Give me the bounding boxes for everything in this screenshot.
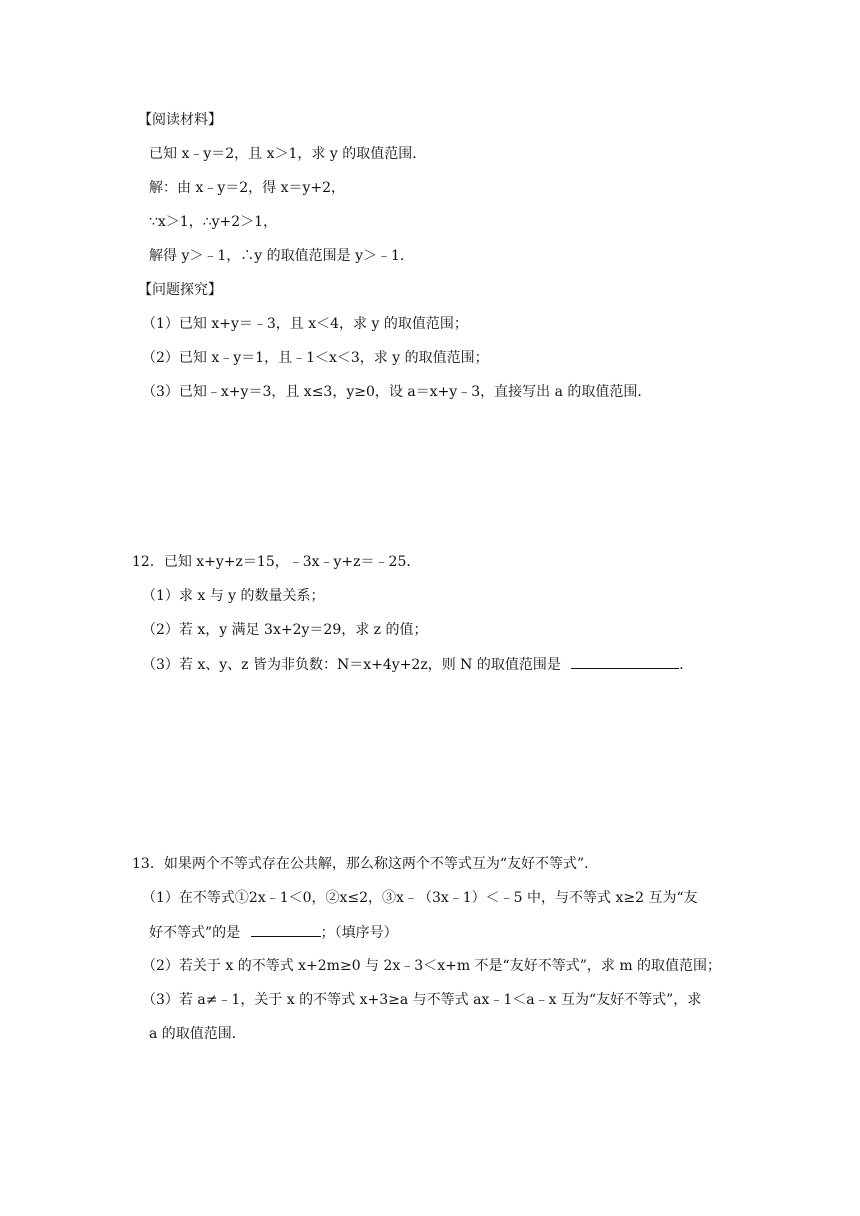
explore-question-3: （3）已知﹣x+y＝3，且 x≤3，y≥0，设 a＝x+y﹣3，直接写出 a 的取值范围．	[142, 384, 652, 400]
explore-question-1: （1）已知 x+y＝﹣3，且 x＜4，求 y 的取值范围；	[142, 316, 468, 332]
problem-12-question-3-end: ．	[679, 657, 694, 673]
explore-heading: 【问题探究】	[138, 282, 222, 298]
problem-13-question-3-line-2: a 的取值范围．	[149, 1026, 246, 1042]
reading-heading: 【阅读材料】	[138, 112, 222, 128]
answer-blank	[251, 922, 321, 937]
problem-13-question-1-end: ；（填序号）	[320, 925, 398, 941]
problem-13-question-1-line-1: （1）在不等式①2x﹣1＜0，②x≤2，③x﹣（3x﹣1）＜﹣5 中，与不等式 x≥2 互为“友	[142, 890, 698, 906]
problem-13-question-3-line-1: （3）若 a≠﹣1，关于 x 的不等式 x+3≥a 与不等式 ax﹣1＜a﹣x 互为“友好不等式”，求	[142, 992, 702, 1008]
reading-line-1: 已知 x﹣y＝2，且 x＞1，求 y 的取值范围．	[149, 146, 427, 162]
reading-line-3: ∵x＞1，∴y+2＞1，	[149, 214, 278, 230]
problem-12-question-1: （1）求 x 与 y 的数量关系；	[142, 588, 325, 604]
reading-line-2: 解：由 x﹣y＝2，得 x＝y+2，	[149, 180, 346, 196]
problem-13-question-2: （2）若关于 x 的不等式 x+2m≥0 与 2x﹣3＜x+m 不是“友好不等式”，求 m 的取值范围；	[142, 958, 722, 974]
problem-13-question-1-line-2	[149, 922, 398, 943]
problem-12-question-3	[142, 654, 693, 675]
problem-12-stem: 12．已知 x+y+z＝15，﹣3x﹣y+z＝﹣25．	[132, 554, 421, 570]
problem-13-question-1-text: 好不等式”的是	[149, 925, 241, 941]
answer-blank	[571, 654, 679, 669]
problem-13-stem: 13．如果两个不等式存在公共解，那么称这两个不等式互为“友好不等式”．	[132, 856, 599, 872]
reading-line-4: 解得 y＞﹣1，∴y 的取值范围是 y＞﹣1．	[149, 248, 414, 264]
explore-question-2: （2）已知 x﹣y＝1，且﹣1＜x＜3，求 y 的取值范围；	[142, 350, 489, 366]
problem-12-question-3-text: （3）若 x、y、z 皆为非负数：N＝x+4y+2z，则 N 的取值范围是	[142, 657, 561, 673]
problem-12-question-2: （2）若 x，y 满足 3x+2y＝29，求 z 的值；	[142, 622, 428, 638]
